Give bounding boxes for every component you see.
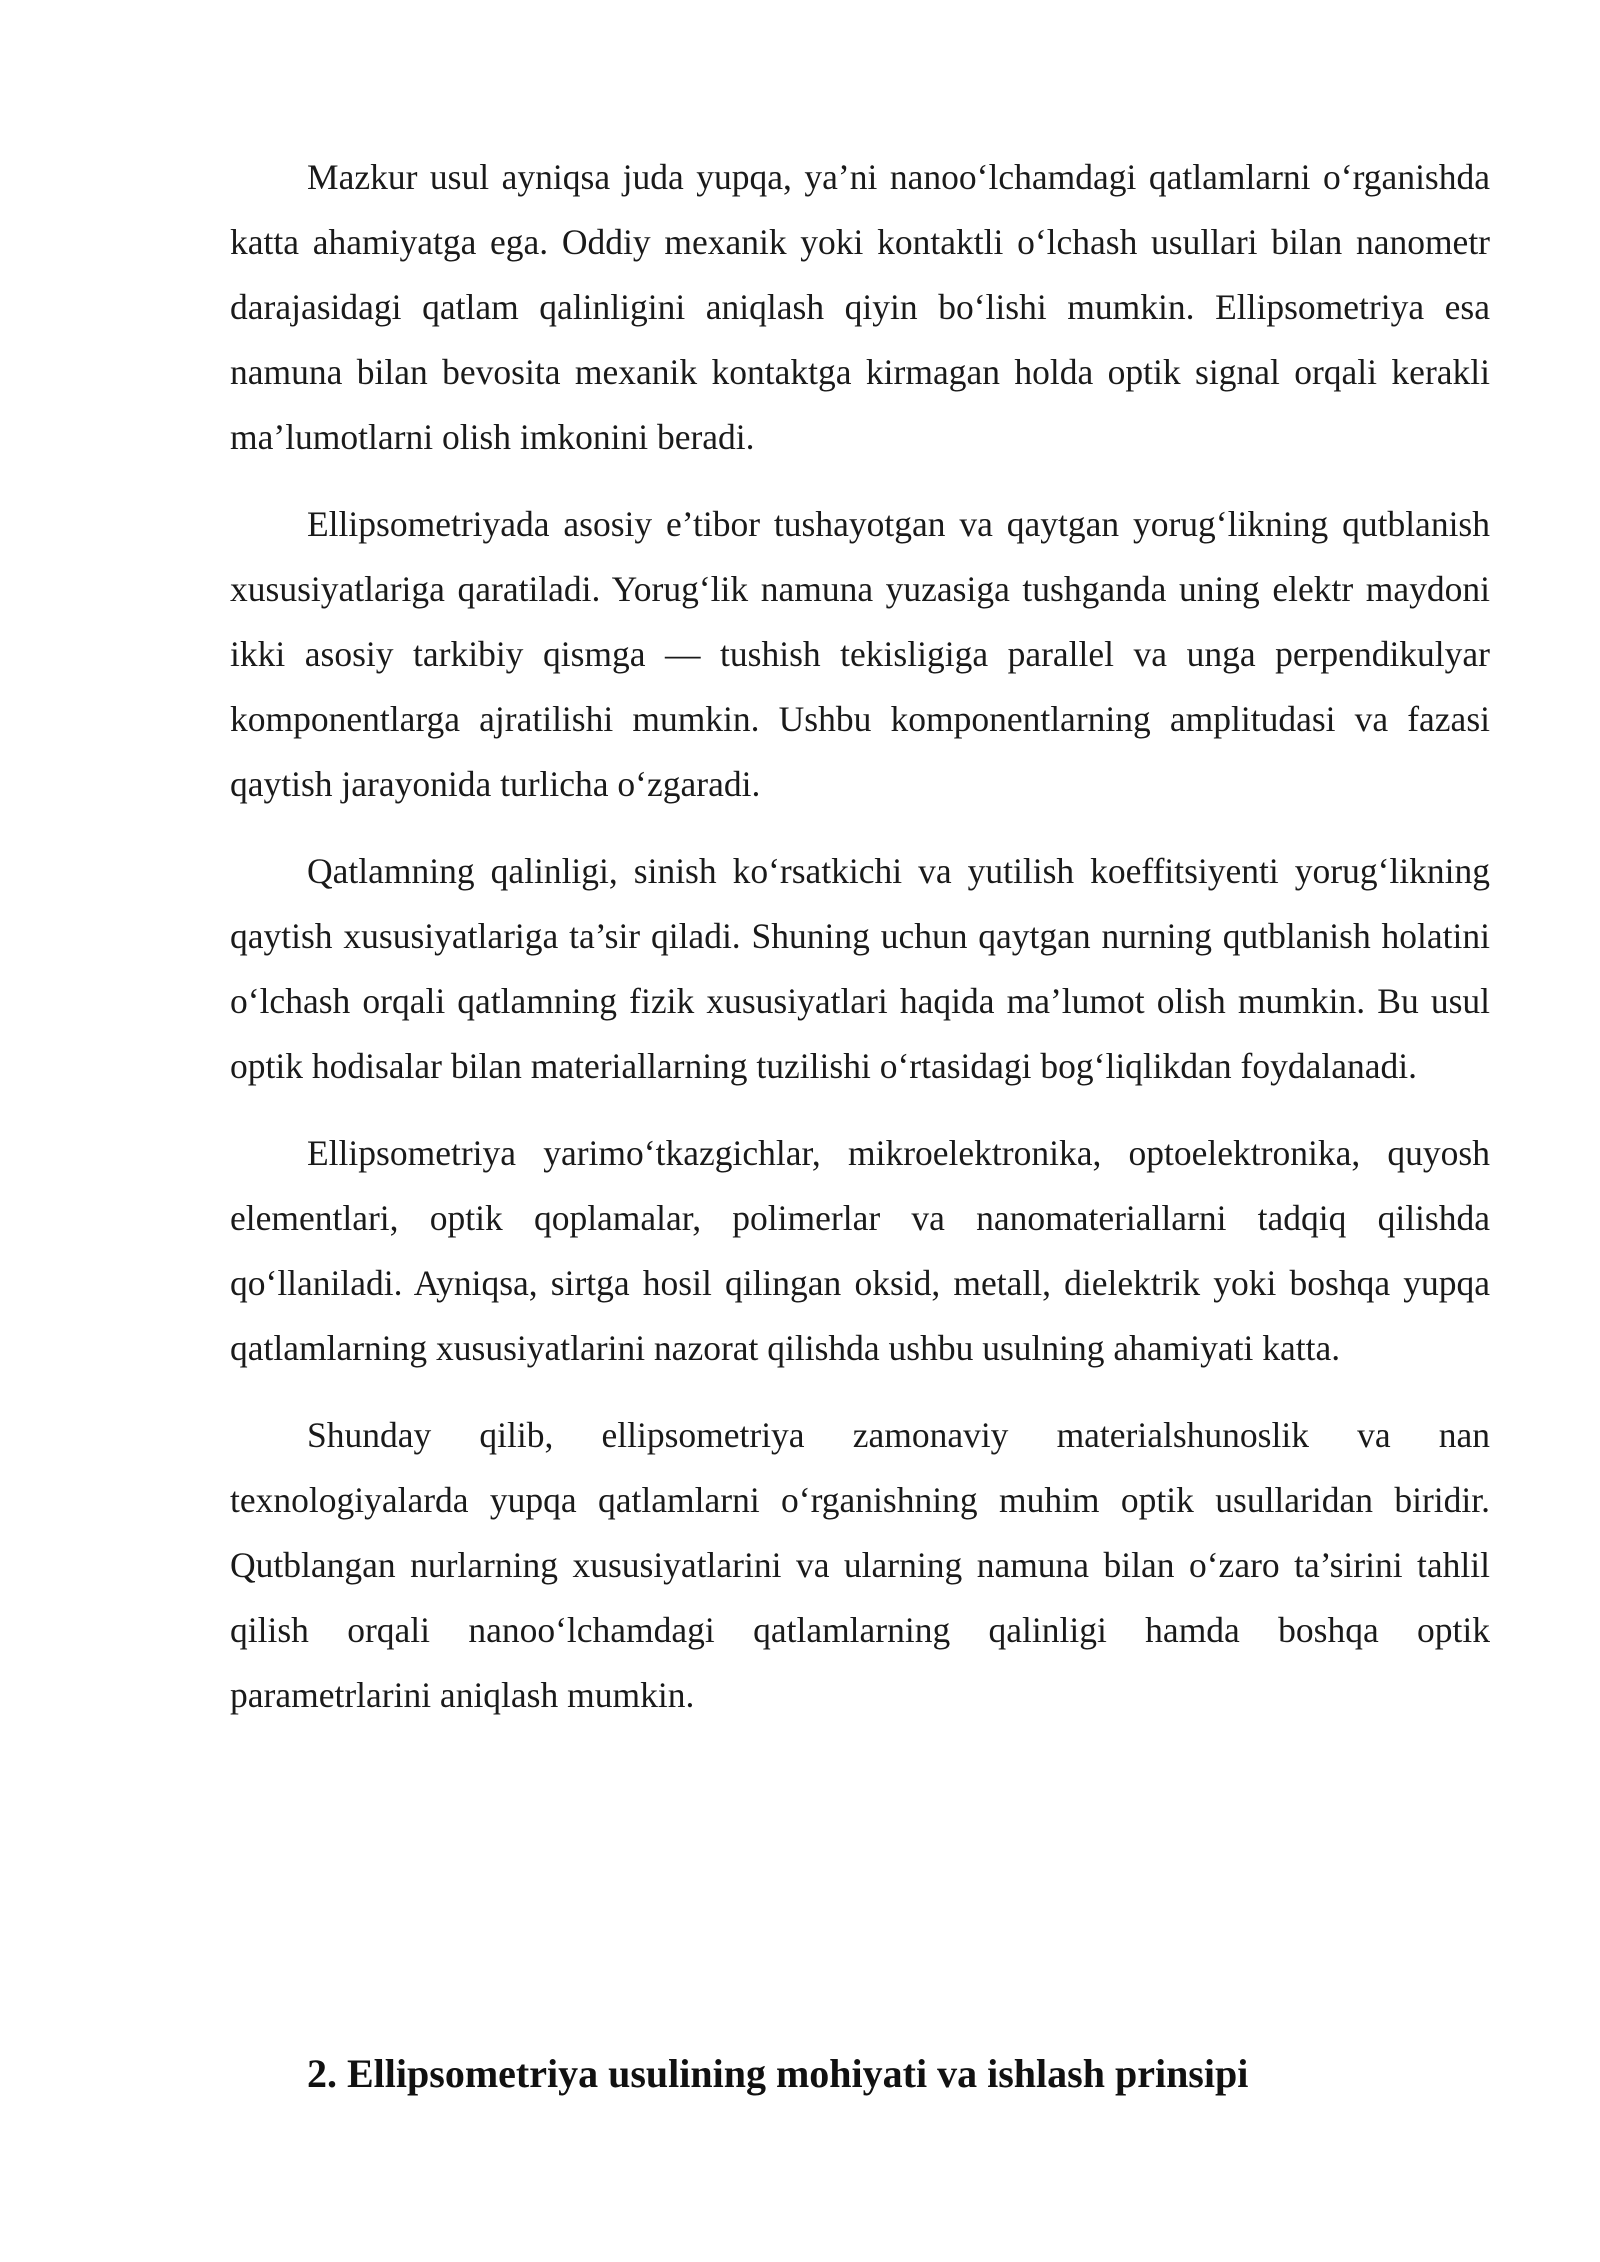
document-page — [230, 145, 1490, 1750]
body-paragraph: Qatlamning qalinligi, sinish ko‘rsatkichi va yutilish koeffitsiyenti yorug‘likning qaytish xususiyatlariga ta’sir qiladi. Shuning uchun qaytgan nurning qutblanish holatini o‘lchash orqali qatlamning fizik xususiyatlari haqida ma’lumot olish mumkin. Bu usul optik hodisalar bilan materiallarning tuzilishi o‘rtasidagi bog‘liqlikdan foydalanadi. — [230, 851, 1490, 1086]
section-heading: 2. Ellipsometriya usulining mohiyati va ishlash prinsipi — [307, 2051, 1249, 2096]
body-paragraph: Ellipsometriyada asosiy e’tibor tushayotgan va qaytgan yorug‘likning qutblanish xususiyatlariga qaratiladi. Yorug‘lik namuna yuzasiga tushganda uning elektr maydoni ikki asosiy tarkibiy qismga — tushish tekisligiga parallel va unga perpendikulyar komponentlarga ajratilishi mumkin. Ushbu komponentlarning amplitudasi va fazasi qaytish jarayonida turlicha o‘zgaradi. — [230, 504, 1490, 804]
body-paragraph: Shunday qilib, ellipsometriya zamonaviy materialshunoslik va nan texnologiyalarda yupqa qatlamlarni o‘rganishning muhim optik usullaridan biridir. Qutblangan nurlarning xususiyatlarini va ularning namuna bilan o‘zaro ta’sirini tahlil qilish orqali nanoo‘lchamdagi qatlamlarning qalinligi hamda boshqa optik parametrlarini aniqlash mumkin. — [230, 1415, 1490, 1715]
body-paragraph: Mazkur usul ayniqsa juda yupqa, ya’ni nanoo‘lchamdagi qatlamlarni o‘rganishda katta ahamiyatga ega. Oddiy mexanik yoki kontaktli o‘lchash usullari bilan nanometr darajasidagi qatlam qalinligini aniqlash qiyin bo‘lishi mumkin. Ellipsometriya esa namuna bilan bevosita mexanik kontaktga kirmagan holda optik signal orqali kerakli ma’lumotlarni olish imkonini beradi. — [230, 157, 1490, 457]
body-paragraph: Ellipsometriya yarimo‘tkazgichlar, mikroelektronika, optoelektronika, quyosh elementlari, optik qoplamalar, polimerlar va nanomateriallarni tadqiq qilishda qo‘llaniladi. Ayniqsa, sirtga hosil qilingan oksid, metall, dielektrik yoki boshqa yupqa qatlamlarning xususiyatlarini nazorat qilishda ushbu usulning ahamiyati katta. — [230, 1133, 1490, 1368]
